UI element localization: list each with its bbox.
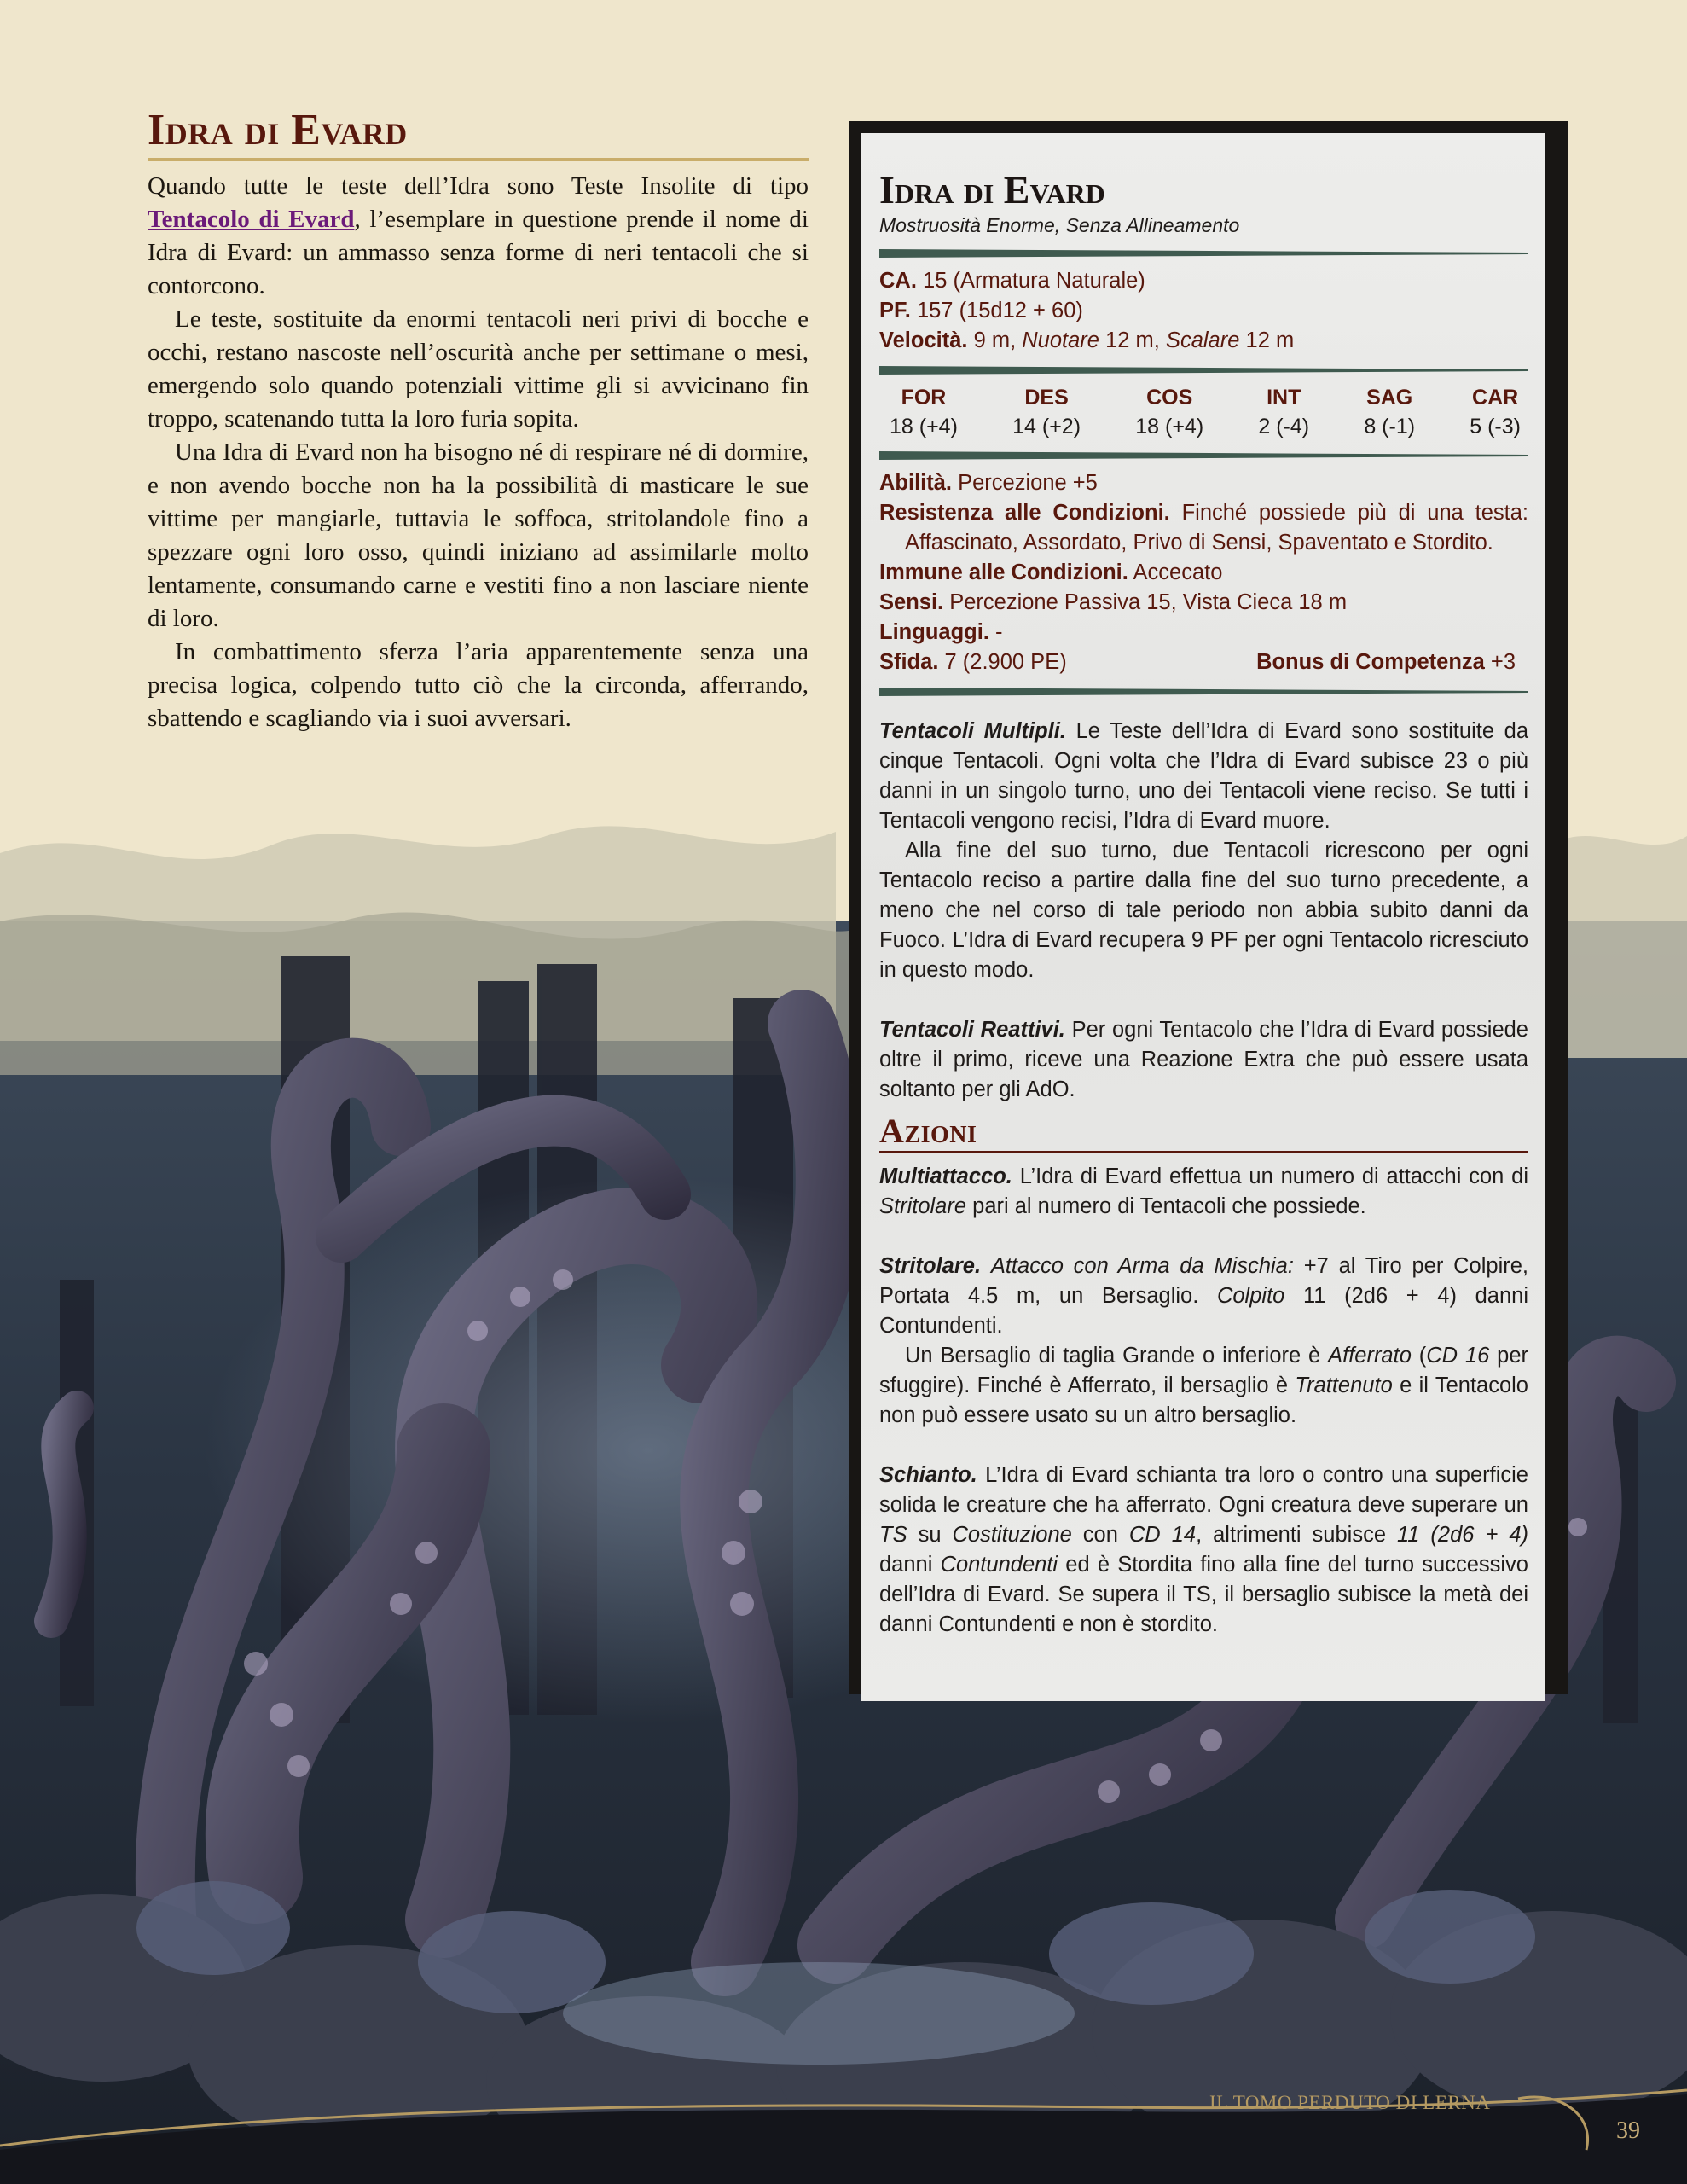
action-text: 11 (2d6 + 4) danni Contundenti. bbox=[879, 1284, 1529, 1338]
action-text: danni bbox=[879, 1553, 941, 1577]
action-text: CD 16 bbox=[1426, 1344, 1490, 1368]
value: 7 (2.900 PE) bbox=[944, 650, 1067, 674]
ability-name: INT bbox=[1267, 386, 1301, 410]
value: 15 (Armatura Naturale) bbox=[923, 269, 1145, 293]
intro-section bbox=[148, 107, 809, 735]
intro-paragraph-4: In combattimento sferza l’aria apparentemente senza una precisa logica, colpendo tutto ciò che la circonda, afferrando, sbattendo e scagliando via i suoi avversari. bbox=[148, 638, 809, 732]
ability-scores bbox=[890, 383, 1521, 441]
ability-score: 18 (+4) bbox=[890, 415, 958, 439]
action-stritolare-2 bbox=[879, 1341, 1528, 1431]
intro-paragraph-2: Le teste, sostituite da enormi tentacoli neri privi di bocche e occhi, restano nascoste nell’oscurità anche per settimane o mesi, emergendo solo quando potenziali vittime gli si avvicinano fin troppo, scatenando tutta la loro furia sopita. bbox=[148, 305, 809, 433]
action-stritolare bbox=[879, 1252, 1528, 1341]
value: Percezione Passiva 15, Vista Cieca 18 m bbox=[949, 590, 1348, 614]
ability-score: 8 (-1) bbox=[1364, 415, 1416, 439]
stat-block-paper bbox=[861, 133, 1545, 1701]
divider bbox=[879, 688, 1528, 696]
value: Nuotare bbox=[1022, 328, 1099, 352]
label: Sensi. bbox=[879, 590, 944, 614]
ability-name: CAR bbox=[1472, 386, 1519, 410]
action-text: , altrimenti subisce bbox=[1196, 1523, 1397, 1547]
trait-tentacoli-reattivi bbox=[879, 1015, 1528, 1105]
spacer bbox=[879, 705, 1528, 717]
action-text: per sfuggire). Finché è Afferrato, il bersaglio è bbox=[879, 1344, 1529, 1397]
label: Abilità. bbox=[879, 471, 953, 495]
action-text: con bbox=[1071, 1523, 1129, 1547]
ability-name: DES bbox=[1024, 386, 1069, 410]
spacer bbox=[879, 1105, 1528, 1113]
challenge bbox=[879, 648, 1067, 677]
label: Bonus di Competenza bbox=[1256, 650, 1485, 674]
ability-score: 14 (+2) bbox=[1012, 415, 1081, 439]
proficiency-bonus bbox=[1256, 648, 1516, 677]
actions-heading: Azioni bbox=[879, 1112, 977, 1150]
action-text: ed è Stordita fino alla fine del turno successivo dell’Idra di Evard. Se supera il TS, il bersaglio subisce la metà dei danni Contundenti e non è stordito. bbox=[879, 1553, 1528, 1636]
value: Scalare bbox=[1165, 328, 1240, 352]
action-text: L’Idra di Evard schianta tra loro o contro una superficie solida le creature che ha afferrato. Ogni creatura deve superare un bbox=[879, 1463, 1528, 1517]
condition-immunities bbox=[879, 558, 1528, 588]
label: Resistenza alle Condizioni. bbox=[879, 501, 1170, 525]
divider bbox=[879, 366, 1528, 375]
ability-name: FOR bbox=[901, 386, 947, 410]
spacer bbox=[879, 1431, 1528, 1461]
value: +3 bbox=[1490, 650, 1516, 674]
trait-tentacoli-multipli bbox=[879, 717, 1528, 836]
spacer bbox=[879, 985, 1528, 1015]
action-text: Colpito bbox=[1216, 1284, 1285, 1308]
value: 12 m, bbox=[1099, 328, 1166, 352]
hit-points bbox=[879, 296, 1528, 326]
ability-for bbox=[890, 383, 958, 441]
ability-score: 2 (-4) bbox=[1258, 415, 1310, 439]
challenge-row bbox=[879, 648, 1516, 677]
title-divider bbox=[148, 158, 809, 161]
label: Sfida. bbox=[879, 650, 939, 674]
action-schianto bbox=[879, 1461, 1528, 1640]
armor-class bbox=[879, 266, 1528, 296]
ability-des bbox=[1012, 383, 1081, 441]
ability-name: SAG bbox=[1366, 386, 1413, 410]
intro-paragraph-3: Una Idra di Evard non ha bisogno né di respirare né di dormire, e non avendo bocche non ha la possibilità di masticare le sue vittime per mangiarle, tuttavia le soffoca, stritolandole fino a spezzare ogni loro osso, quindi iniziano ad assimilarle molto lentamente, consumando carne e vestiti fino a non lasciare niente di loro. bbox=[148, 439, 809, 632]
value: 12 m bbox=[1239, 328, 1295, 352]
ability-car bbox=[1470, 383, 1521, 441]
action-text: TS bbox=[879, 1523, 907, 1547]
action-text: Contundenti bbox=[940, 1553, 1058, 1577]
value: - bbox=[995, 620, 1003, 644]
trait-text: Le Teste dell’Idra di Evard sono sostituite da cinque Tentacoli. Ogni volta che l’Idra di Evard subisce 23 o più danni in un singolo turno, uno dei Tentacoli viene reciso. Se tutti i Tentacoli vengono recisi, l’Idra di Evard muore. bbox=[879, 719, 1529, 833]
trait-name: Tentacoli Multipli. bbox=[879, 719, 1066, 743]
action-text: pari al numero di Tentacoli che possiede. bbox=[966, 1194, 1366, 1218]
label: Immune alle Condizioni. bbox=[879, 561, 1128, 584]
action-text: CD 14 bbox=[1128, 1523, 1197, 1547]
languages bbox=[879, 618, 1528, 648]
actions-divider bbox=[879, 1151, 1528, 1153]
stat-block bbox=[849, 121, 1568, 1694]
value: 9 m, bbox=[973, 328, 1023, 352]
creature-type: Mostruosità Enorme, Senza Allineamento bbox=[879, 214, 1240, 236]
trait-name: Tentacoli Reattivi. bbox=[879, 1018, 1065, 1042]
action-text: Costituzione bbox=[952, 1523, 1072, 1547]
action-text: L’Idra di Evard effettua un numero di attacchi con di bbox=[1019, 1165, 1528, 1188]
trait-text: Per ogni Tentacolo che l’Idra di Evard possiede oltre il primo, riceve una Reazione Extra che può essere usata soltanto per gli AdO. bbox=[879, 1018, 1528, 1101]
creature-name: Idra di Evard bbox=[879, 168, 1105, 212]
divider bbox=[879, 249, 1528, 258]
trait-tentacoli-multipli-2: Alla fine del suo turno, due Tentacoli ricrescono per ogni Tentacolo reciso a partire dalla fine del suo turno precedente, a meno che nel corso di tale periodo non abbia subito danni da Fuoco. L’Idra di Evard recupera 9 PF per ogni Tentacolo ricresciuto in questo modo. bbox=[879, 839, 1528, 982]
label: Velocità. bbox=[879, 328, 968, 352]
action-text: Stritolare bbox=[879, 1194, 967, 1218]
skills bbox=[879, 468, 1528, 498]
label: Linguaggi. bbox=[879, 620, 989, 644]
attack-type: Attacco con Arma da Mischia: bbox=[990, 1254, 1294, 1278]
ability-sag bbox=[1364, 383, 1415, 441]
value: Accecato bbox=[1133, 561, 1223, 584]
ability-int bbox=[1258, 383, 1309, 441]
intro-text: , l’esemplare in questione prende il nome di Idra di Evard: un ammasso senza forme di neri tentacoli che si contorcono. bbox=[148, 206, 809, 299]
tentacolo-di-evard-link[interactable]: Tentacolo di Evard bbox=[148, 206, 355, 233]
value: Percezione +5 bbox=[958, 471, 1098, 495]
action-text: Afferrato bbox=[1328, 1344, 1412, 1368]
spacer bbox=[879, 1222, 1528, 1252]
action-text: e il Tentacolo non può essere usato su un altro bersaglio. bbox=[879, 1374, 1528, 1427]
section-title: Idra di Evard bbox=[148, 106, 408, 154]
action-text: +7 al Tiro per Colpire, Portata 4.5 m, un Bersaglio. bbox=[879, 1254, 1528, 1308]
value: Finché possiede più di una testa: Affascinato, Assordato, Privo di Sensi, Spaventato e Stordito. bbox=[905, 501, 1528, 555]
value: 157 (15d12 + 60) bbox=[916, 299, 1083, 322]
divider bbox=[879, 451, 1528, 460]
senses bbox=[879, 588, 1528, 618]
intro-text: Quando tutte le teste dell’Idra sono Teste Insolite di tipo bbox=[148, 172, 809, 200]
ability-name: COS bbox=[1146, 386, 1193, 410]
speed bbox=[879, 326, 1528, 356]
page-number: 39 bbox=[1616, 2117, 1640, 2144]
book-title-footer: IL TOMO PERDUTO DI LERNA bbox=[1209, 2092, 1491, 2113]
action-text: Trattenuto bbox=[1295, 1374, 1393, 1397]
ability-score: 5 (-3) bbox=[1470, 415, 1521, 439]
intro-paragraph-1 bbox=[148, 170, 809, 303]
label: CA. bbox=[879, 269, 917, 293]
action-multiattacco bbox=[879, 1162, 1528, 1222]
action-text: 11 (2d6 + 4) bbox=[1396, 1523, 1528, 1547]
action-name: Schianto. bbox=[879, 1463, 977, 1487]
action-text: ( bbox=[1411, 1344, 1427, 1368]
action-text: Un Bersaglio di taglia Grande o inferiore è bbox=[905, 1344, 1329, 1368]
label: PF. bbox=[879, 299, 911, 322]
ability-score: 18 (+4) bbox=[1135, 415, 1204, 439]
action-name: Stritolare. bbox=[879, 1254, 982, 1278]
action-text: su bbox=[907, 1523, 953, 1547]
ability-cos bbox=[1135, 383, 1203, 441]
condition-resistances bbox=[879, 498, 1528, 558]
action-name: Multiattacco. bbox=[879, 1165, 1012, 1188]
